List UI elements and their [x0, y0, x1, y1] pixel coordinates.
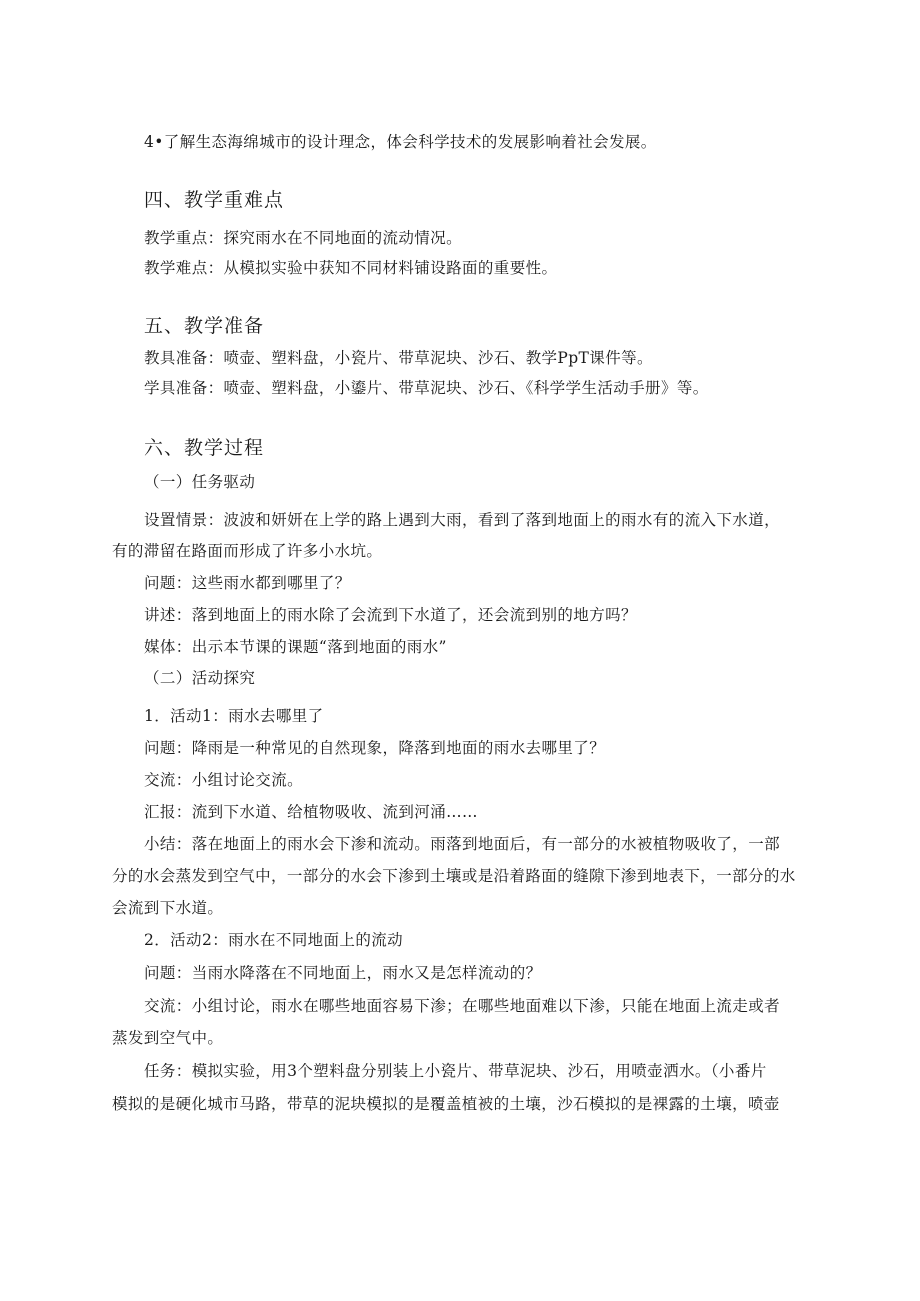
summary-line-1: 小结：落在地面上的雨水会下渗和流动。雨落到地面后，有一部分的水被植物吸收了，一部	[144, 835, 781, 853]
activity-1-question: 问题：降雨是一种常见的自然现象，降落到地面的雨水去哪里了？	[144, 739, 606, 757]
activity-1-report: 汇报：流到下水道、给植物吸收、流到河涌……	[144, 803, 478, 821]
activity-2-question: 问题：当雨水降落在不同地面上，雨水又是怎样流动的？	[144, 964, 542, 982]
summary-line-3: 会流到下水道。	[112, 899, 224, 917]
activity-2-exchange-line-1: 交流：小组讨论，雨水在哪些地面容易下渗；在哪些地面难以下渗，只能在地面上流走或者	[144, 997, 781, 1015]
scenario-paragraph-line-2: 有的滞留在路面而形成了许多小水坑。	[112, 542, 383, 560]
part-title-activity-inquiry: （二）活动探究	[144, 669, 256, 687]
lecture-line: 讲述：落到地面上的雨水除了会流到下水道了，还会流到别的地方吗？	[144, 606, 637, 624]
teacher-tools: 教具准备：喷壶、塑料盘，小瓷片、带草泥块、沙石、教学PpT课件等。	[144, 349, 653, 367]
task-line-2: 模拟的是硬化城市马路，带草的泥块模拟的是覆盖植被的土壤，沙石模拟的是裸露的土壤，喷壶	[112, 1095, 780, 1113]
teaching-difficulty: 教学难点：从模拟实验中获知不同材料铺设路面的重要性。	[144, 259, 558, 277]
section-heading-preparation: 五、教学准备	[144, 315, 265, 337]
activity-2-title: 2．活动2：雨水在不同地面上的流动	[144, 931, 404, 949]
summary-line-2: 分的水会蒸发到空气中，一部分的水会下渗到土壤或是沿着路面的缝隙下渗到地表下，一部分的水	[112, 867, 796, 885]
student-tools: 学具准备：喷壶、塑料盘，小鎏片、带草泥块、沙石、《科学学生活动手册》等。	[144, 379, 709, 397]
question-where-rain-goes: 问题：这些雨水都到哪里了？	[144, 574, 351, 592]
task-line-1: 任务：模拟实验，用3个塑料盘分别装上小瓷片、带草泥块、沙石，用喷壶洒水。（小番片	[144, 1062, 767, 1080]
activity-1-exchange: 交流：小组讨论交流。	[144, 771, 304, 789]
activity-1-title: 1．活动1：雨水去哪里了	[144, 707, 324, 725]
part-title-task-drive: （一）任务驱动	[144, 473, 256, 491]
section-heading-key-points: 四、教学重难点	[144, 189, 285, 211]
activity-2-exchange-line-2: 蒸发到空气中。	[112, 1029, 224, 1047]
objective-item-4: 4•了解生态海绵城市的设计理念，体会科学技术的发展影响着社会发展。	[144, 133, 657, 151]
teaching-focus: 教学重点：探究雨水在不同地面的流动情况。	[144, 229, 463, 247]
media-line: 媒体：出示本节课的课题“落到地面的雨水”	[144, 638, 447, 656]
section-heading-process: 六、教学过程	[144, 437, 265, 459]
scenario-paragraph-line-1: 设置情景：波波和妍妍在上学的路上遇到大雨，看到了落到地面上的雨水有的流入下水道，	[144, 511, 781, 529]
